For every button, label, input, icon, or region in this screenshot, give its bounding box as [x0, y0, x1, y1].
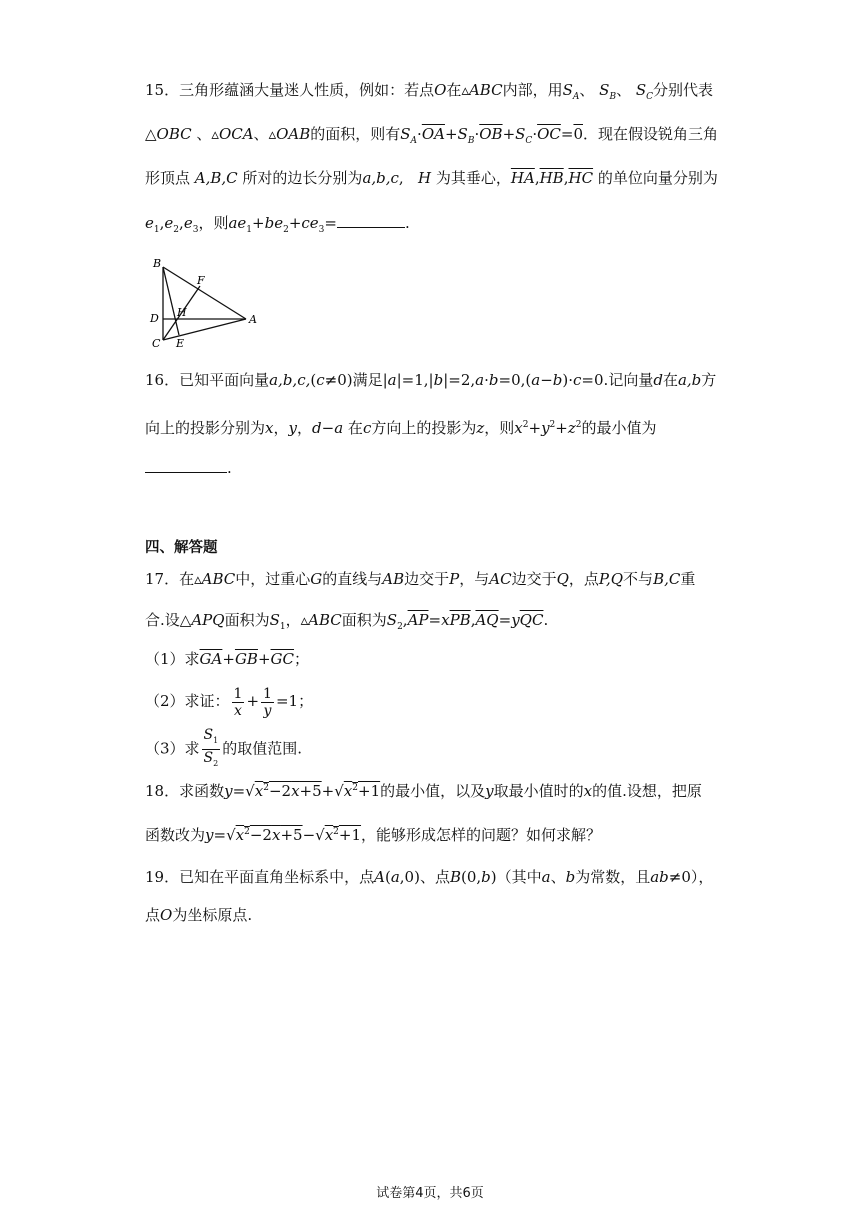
q17-part-1: （1）求$\overline{GA}+\overline{GB}+\overline{GC}$；	[145, 650, 310, 668]
q17-part-3: （3）求 $\frac{S_1}{S_2}$ 的取值范围.	[145, 727, 303, 768]
q17-number: 17．	[145, 570, 180, 588]
q16-line-3: .	[145, 458, 232, 478]
q15-line-3: 形顶点 A,B,C 所对的边长分别为a,b,c, H 为其垂心，$\overline{HA},\overline{HB},\overline{HC}$ 的单位向量分别为	[145, 169, 718, 187]
q15-answer-blank	[337, 227, 405, 228]
q15-line-4: $e_1,e_2,e_3$，则$ae_1+be_2+ce_3=$ .	[145, 214, 410, 235]
q16-line-2: 向上的投影分别为x，y，d−a 在c方向上的投影为z，则$x^2+y^2+z^2$的最小值为	[145, 419, 657, 437]
q17-line-2: 合.设△APQ面积为$S_1$，▵ABC面积为$S_2,\overline{AP}=x\overline{PB},\overline{AQ}=y\overline{QC}$.	[145, 611, 549, 632]
q18-line-1: 18．求函数$y=√x^2-2x+5+√x^2+1$的最小值，以及y取最小值时的x的值.设想，把原	[145, 782, 702, 800]
label-F: F	[197, 274, 205, 287]
q19-line-2: 点O为坐标原点.	[145, 906, 253, 924]
q15-line-1: 15．三角形蕴涵大量迷人性质，例如：若点O在▵ABC内部，用$S_A$、 $S_B$、 $S_C$分别代表	[145, 81, 714, 102]
q16-line-1: 16．已知平面向量a,b,c,(c≠0)满足|a|=1,|b|=2,a·b=0,(a−b)·c=0.记向量d在a,b方	[145, 371, 717, 389]
label-A: A	[249, 313, 257, 326]
q19-number: 19．	[145, 868, 180, 886]
q15-number: 15．	[145, 81, 180, 99]
label-E: E	[176, 337, 185, 350]
q19-line-1: 19．已知在平面直角坐标系中，点A(a,0)、点B(0,b)（其中a、b为常数，且ab≠0），	[145, 868, 714, 886]
page-footer: 试卷第4页，共6页	[376, 1186, 484, 1201]
label-H: H	[177, 306, 187, 319]
q18-number: 18．	[145, 782, 180, 800]
section-heading: 四、解答题	[145, 540, 218, 556]
q17-part-2: （2）求证： $\frac{1}{x}$ + $\frac{1}{y}$ =1；	[145, 685, 314, 719]
q16-number: 16．	[145, 371, 180, 389]
q17-line-1: 17．在▵ABC中，过重心G的直线与AB边交于P，与AC边交于Q，点P,Q不与B,C重	[145, 570, 696, 588]
q15-line-2: △OBC 、▵OCA、▵OAB的面积，则有$S_A\cdot\overline{OA}+S_B\cdot\overline{OB}+S_C\cdot\overline{OC}=0$．现在假设锐角三角	[145, 125, 719, 146]
q18-line-2: 函数改为$y=√x^2-2x+5-√x^2+1$，能够形成怎样的问题？如何求解？	[145, 826, 602, 844]
label-B: B	[153, 257, 162, 270]
q15-triangle-figure	[145, 255, 270, 350]
q16-answer-blank	[145, 472, 227, 473]
label-C: C	[152, 337, 161, 350]
label-D: D	[150, 312, 159, 325]
